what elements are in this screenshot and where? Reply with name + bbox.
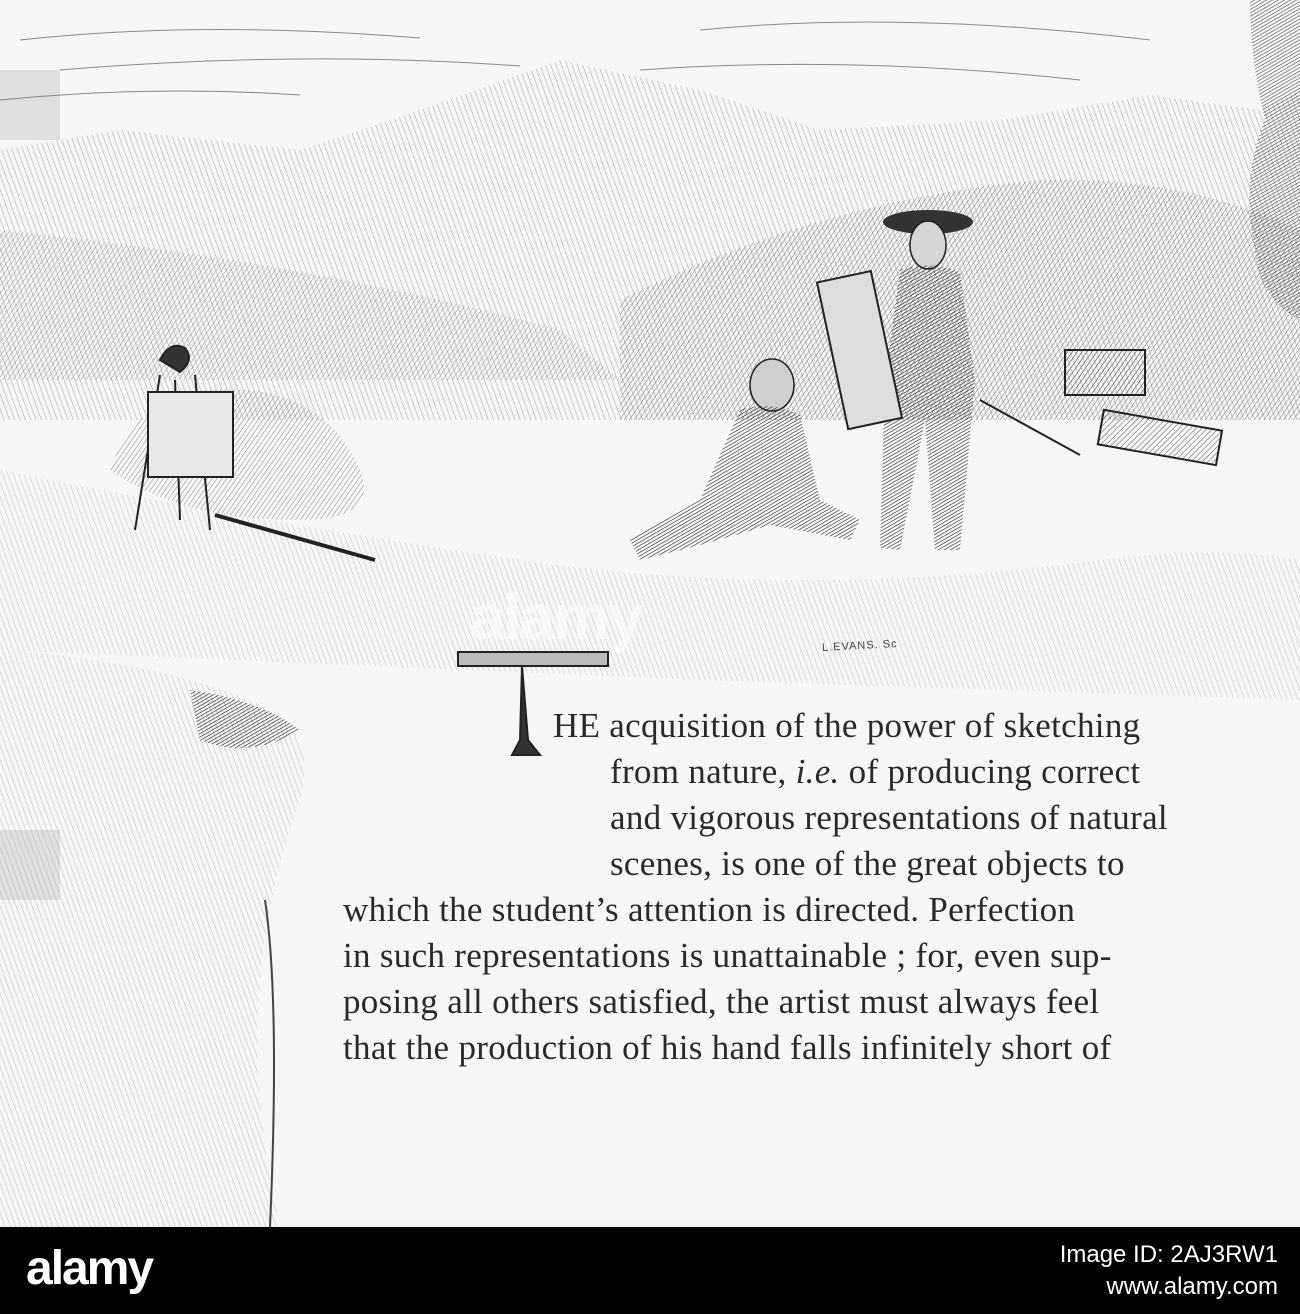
watermark-band [0, 70, 60, 140]
text-line-3: and vigorous representations of natural [610, 798, 1168, 837]
text-line-4: scenes, is one of the great objects to [610, 844, 1125, 883]
text-line-2-italic: i.e. [795, 752, 840, 791]
text-line-1: HE acquisition of the power of sketching [553, 706, 1141, 745]
text-line-2 [610, 749, 1140, 795]
text-line-7: posing all others satisfied, the artist must always feel [343, 982, 1100, 1021]
image-id-label: Image ID: 2AJ3RW1 [1059, 1241, 1278, 1268]
watermark-text: alamy [470, 581, 642, 653]
watermark-band [0, 830, 60, 900]
alamy-url: www.alamy.com [1106, 1273, 1278, 1300]
text-line-2-part-2: of producing correct [839, 752, 1141, 791]
text-line-8: that the production of his hand falls infinitely short of [343, 1028, 1112, 1067]
stock-footer-bar [0, 1227, 1300, 1314]
text-line-2-part-1: from nature, [610, 752, 796, 791]
text-line-6: in such representations is unattainable ; for, even sup- [343, 936, 1112, 975]
engraver-signature: L.EVANS. Sc [821, 638, 898, 654]
text-line-5: which the student’s attention is directed. Perfection [343, 890, 1076, 929]
alamy-logo: alamy [26, 1242, 153, 1295]
